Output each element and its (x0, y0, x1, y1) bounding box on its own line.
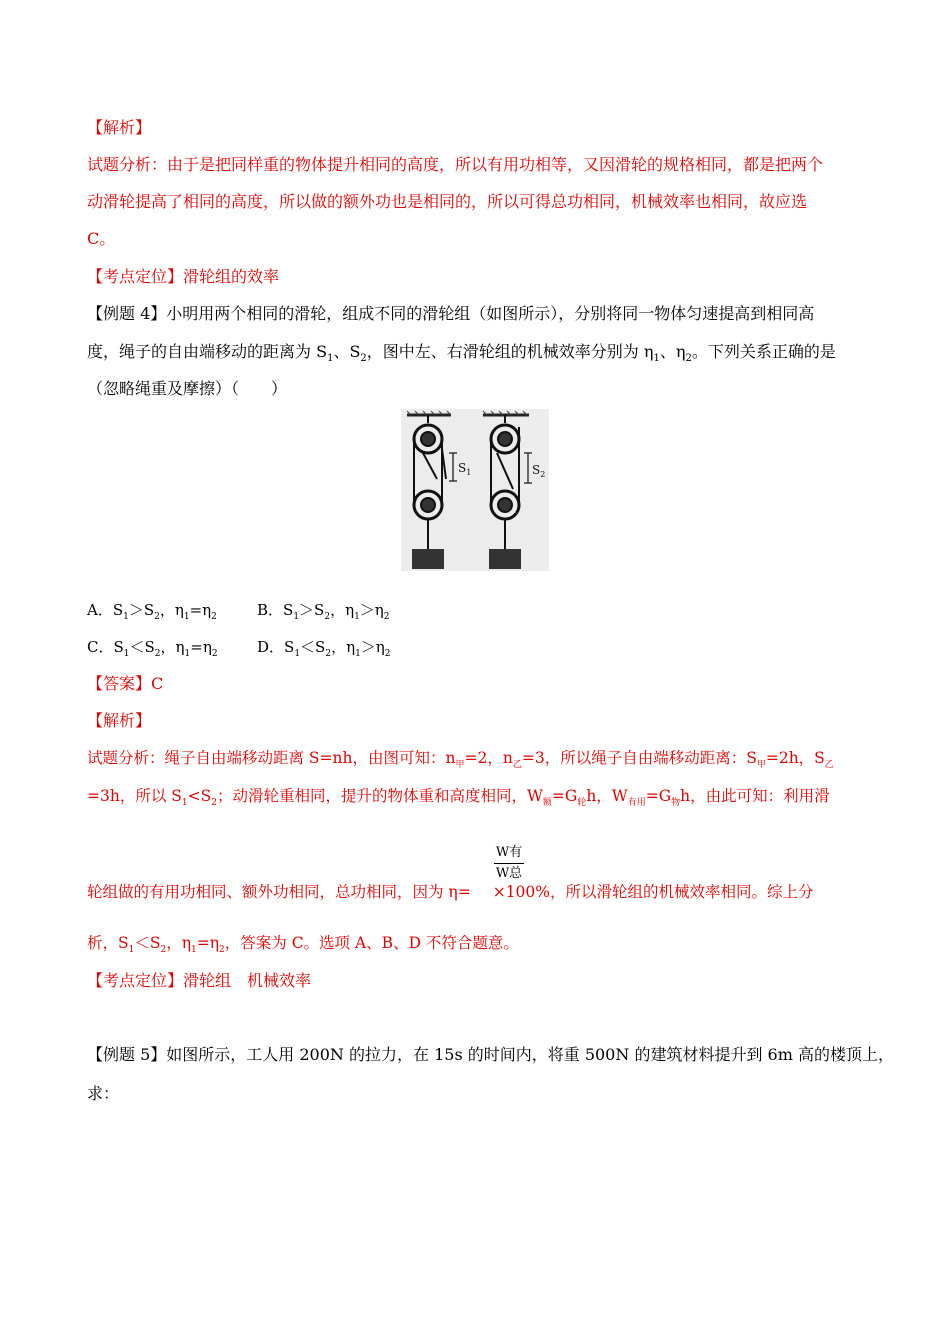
analysis-2-line-2: =3h，所以 $S_1<S_2$；动滑轮重相同，提升的物体重和高度相同，$W_额=G_轮h$，$W_{有用}=G_物h$，由此可知：利用滑 (87, 787, 830, 808)
left-pulley-system (414, 415, 446, 549)
knowledge-point-label: 【考点定位】 (87, 971, 184, 990)
answer-value: C (151, 674, 164, 693)
answer (87, 673, 163, 695)
analysis-1-line-1: 试题分析：由于是把同样重的物体提升相同的高度，所以有用功相等，又因滑轮的规格相同，都是把两个 (87, 155, 824, 174)
example-5-line-2: 求： (87, 1084, 120, 1103)
knowledge-point-text: 滑轮组的效率 (183, 267, 280, 286)
analysis-2-line-3: 轮组做的有用功相同、额外功相同，总功相同，因为 η= ×100%，所以滑轮组的机械效率相同。综上分 (87, 883, 814, 901)
left-weight (412, 549, 444, 569)
knowledge-point-text: 滑轮组 机械效率 (183, 971, 312, 990)
analysis-1-line-2: 动滑轮提高了相同的高度，所以做的额外功也是相同的，所以可得总功相同，机械效率也相同，故应选 (87, 192, 808, 211)
options-row-2 (87, 636, 391, 661)
efficiency-fraction (494, 845, 524, 882)
fraction-denominator: W总 (495, 866, 523, 881)
option-c[interactable]: C．$S_1<S_2$，$\eta_1=\eta_2$ (87, 638, 218, 659)
s2-label: $S_2$ (532, 463, 546, 479)
example-5-label: 【例题 5】 (87, 1045, 167, 1064)
s1-label: $S_1$ (458, 461, 472, 477)
fraction-numerator: W有 (495, 845, 523, 860)
knowledge-point-label: 【考点定位】 (87, 267, 184, 286)
option-d[interactable]: D．$S_1<S_2$，$\eta_1>\eta_2$ (257, 638, 391, 659)
analysis-heading-2: 【解析】 (87, 711, 152, 730)
right-weight (489, 549, 521, 569)
example-4-line-3: （忽略绳重及摩擦）（ ） (87, 379, 288, 398)
right-pulley-system (491, 415, 519, 549)
knowledge-point-1 (87, 266, 279, 288)
options-row-1 (87, 599, 390, 624)
analysis-2-line-1: 试题分析：绳子自由端移动距离 S=nh，由图可知：$n_甲=2$，$n_乙=3$，所以绳子自由端移动距离：$S_甲=2h$，$S_乙$ (87, 749, 834, 770)
example-4-line-2: 度，绳子的自由端移动的距离为 $S_1$、$S_2$，图中左、右滑轮组的机械效率分别为 $\eta_1$、$\eta_2$。下列关系正确的是 (87, 342, 836, 364)
answer-label: 【答案】 (87, 674, 152, 693)
example-5-line-1: 【例题 5】如图所示，工人用 200N 的拉力，在 15s 的时间内，将重 500N 的建筑材料提升到 6m 高的楼顶上， (87, 1045, 894, 1064)
analysis-2-line-4: 析，$S_1<S_2$，$\eta_1=\eta_2$，答案为 C。选项 A、B、D 不符合题意。 (87, 934, 519, 955)
knowledge-point-2 (87, 970, 311, 992)
example-4-line-1: 【例题 4】小明用两个相同的滑轮，组成不同的滑轮组（如图所示），分别将同一物体匀速提高到相同高 (87, 304, 815, 323)
example-4-label: 【例题 4】 (87, 304, 167, 323)
pulley-figure (401, 409, 549, 571)
option-a[interactable]: A．$S_1>S_2$，$\eta_1=\eta_2$ (87, 601, 217, 622)
analysis-heading-1: 【解析】 (87, 118, 152, 137)
analysis-1-line-3: C。 (87, 229, 116, 248)
pulley-diagram (401, 409, 549, 571)
option-b[interactable]: B．$S_1>S_2$，$\eta_1>\eta_2$ (257, 601, 390, 622)
